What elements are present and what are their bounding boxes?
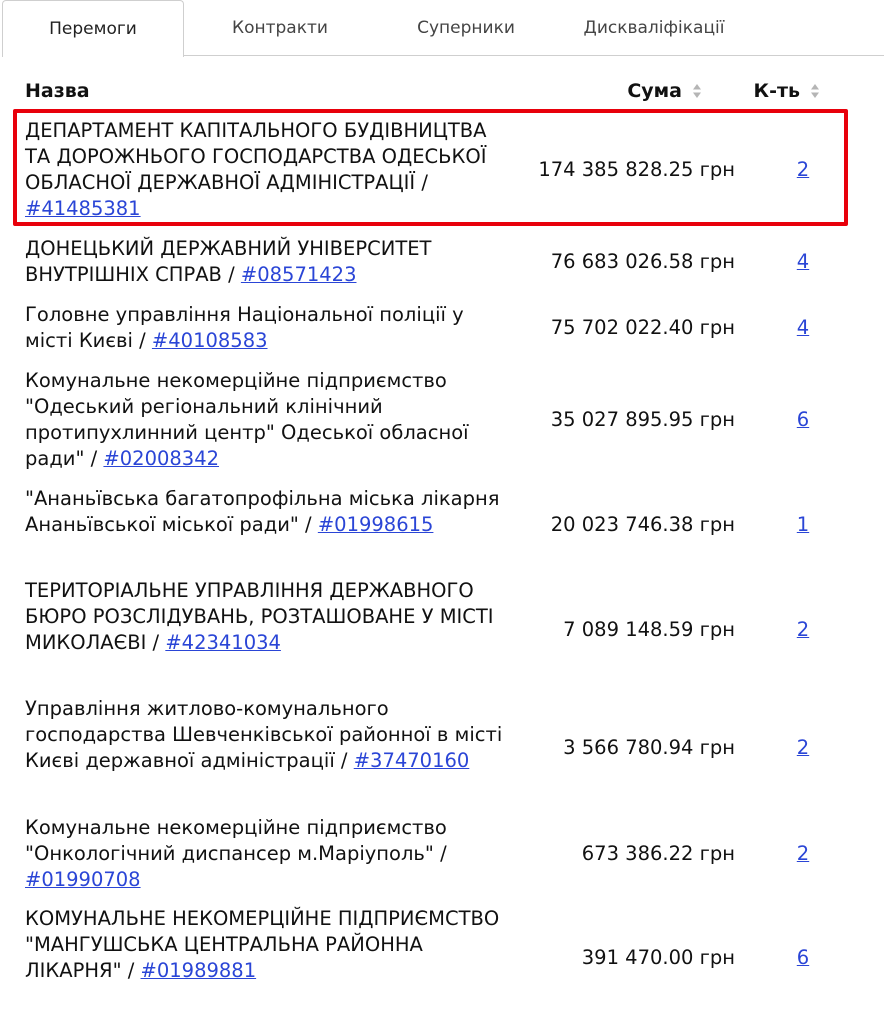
row-count-link[interactable]: 4 <box>796 250 810 273</box>
entity-code-link[interactable]: #08571423 <box>240 263 357 286</box>
entity-code-link[interactable]: #40108583 <box>151 329 268 352</box>
entity-code-link[interactable]: #42341034 <box>165 631 281 654</box>
row-name-text: Комунальне некомерційне підприємство "Онкологічний диспансер м.Маріуполь" / <box>25 816 447 865</box>
row-name-text: ТЕРИТОРІАЛЬНЕ УПРАВЛІННЯ ДЕРЖАВНОГО БЮРО РОЗСЛІДУВАНЬ, РОЗТАШОВАНЕ У МІСТІ МИКОЛАЄВІ / <box>25 579 494 654</box>
entity-code-link[interactable]: #41485381 <box>25 197 141 220</box>
entity-code-link[interactable]: #01989881 <box>140 959 257 982</box>
row-name <box>25 302 515 354</box>
row-sum: 174 385 828.25 грн <box>538 158 735 181</box>
row-count-link[interactable]: 2 <box>796 842 810 865</box>
row-name-text: "Ананьївська багатопрофільна міська лікарня Ананьївської міської ради" / <box>25 487 500 536</box>
row-sum: 3 566 780.94 грн <box>563 736 735 759</box>
row-sum: 7 089 148.59 грн <box>563 618 735 641</box>
sort-icon[interactable] <box>810 83 820 99</box>
row-name <box>25 486 515 538</box>
row-name-text: ДОНЕЦЬКИЙ ДЕРЖАВНИЙ УНІВЕРСИТЕТ ВНУТРІШНІХ СПРАВ / <box>25 237 432 286</box>
row-name <box>25 236 515 288</box>
row-sum: 391 470.00 грн <box>581 946 735 969</box>
row-name <box>25 368 515 472</box>
row-name <box>25 815 515 893</box>
column-header-count-label: К-ть <box>753 80 800 102</box>
row-count-link[interactable]: 1 <box>796 513 810 536</box>
row-count-link[interactable]: 2 <box>796 736 810 759</box>
row-sum: 35 027 895.95 грн <box>550 408 735 431</box>
row-name-text: Головне управління Національної поліції у місті Києві / <box>25 303 464 352</box>
row-name <box>25 578 515 656</box>
row-count-link[interactable]: 2 <box>796 158 810 181</box>
column-header-name: Назва <box>25 80 90 102</box>
row-sum: 76 683 026.58 грн <box>550 250 735 273</box>
row-name-text: Управління житлово-комунального господарства Шевченківської районної в місті Києві державної адміністрації / <box>25 697 503 772</box>
row-sum: 673 386.22 грн <box>581 842 735 865</box>
row-sum: 75 702 022.40 грн <box>550 316 735 339</box>
column-header-sum[interactable] <box>627 76 702 106</box>
column-header-sum-label: Сума <box>627 80 682 102</box>
tab-disqualifications[interactable]: Дискваліфікації <box>583 18 725 38</box>
tab-contracts[interactable]: Контракти <box>232 18 328 38</box>
row-count-link[interactable]: 4 <box>796 316 810 339</box>
row-count-link[interactable]: 6 <box>796 408 810 431</box>
sort-icon[interactable] <box>692 83 702 99</box>
row-name <box>25 906 515 984</box>
row-name <box>25 118 515 222</box>
row-name <box>25 696 515 774</box>
row-name-text: Комунальне некомерційне підприємство "Одеський регіональний клінічний протипухлинний центр" Одеської обласної ради" / <box>25 369 469 470</box>
row-count-link[interactable]: 2 <box>796 618 810 641</box>
tab-wins[interactable]: Перемоги <box>2 0 184 57</box>
tab-bar <box>0 0 884 56</box>
row-name-text: ДЕПАРТАМЕНТ КАПІТАЛЬНОГО БУДІВНИЦТВА ТА ДОРОЖНЬОГО ГОСПОДАРСТВА ОДЕСЬКОЇ ОБЛАСНОЇ ДЕРЖАВНОЇ АДМІНІСТРАЦІЇ / <box>25 119 487 194</box>
row-sum: 20 023 746.38 грн <box>550 513 735 536</box>
entity-code-link[interactable]: #01990708 <box>25 868 141 891</box>
tab-competitors[interactable]: Суперники <box>417 18 515 38</box>
entity-code-link[interactable]: #02008342 <box>103 447 220 470</box>
row-name-text: КОМУНАЛЬНЕ НЕКОМЕРЦІЙНЕ ПІДПРИЄМСТВО "МАНГУШСЬКА ЦЕНТРАЛЬНА РАЙОННА ЛІКАРНЯ" / <box>25 907 500 982</box>
row-count-link[interactable]: 6 <box>796 946 810 969</box>
entity-code-link[interactable]: #01998615 <box>317 513 434 536</box>
entity-code-link[interactable]: #37470160 <box>353 749 470 772</box>
column-header-count[interactable] <box>754 76 820 106</box>
